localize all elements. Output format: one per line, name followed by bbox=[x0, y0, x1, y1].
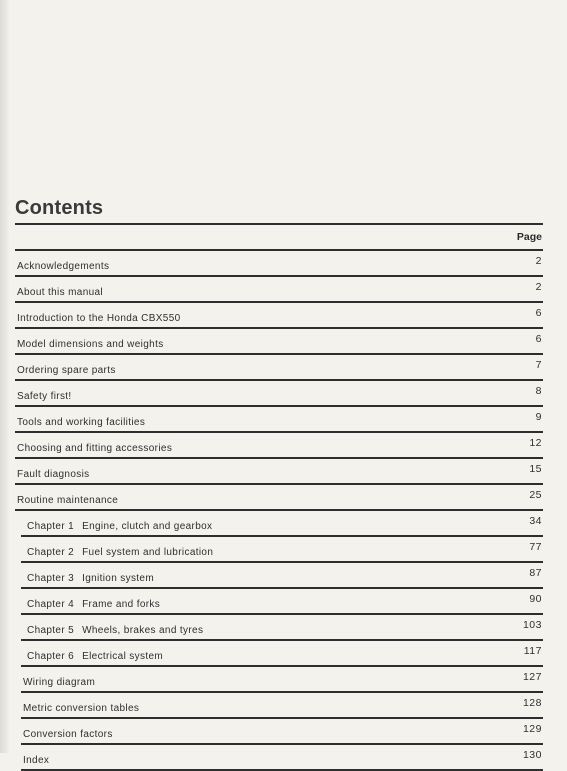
entry-page: 6 bbox=[535, 333, 542, 345]
entry-label: Choosing and fitting accessories bbox=[17, 443, 173, 454]
entry-label bbox=[27, 651, 163, 662]
entry-page: 90 bbox=[529, 593, 542, 605]
entry-page: 77 bbox=[529, 541, 542, 553]
entry-page: 127 bbox=[522, 671, 542, 683]
entry-label: Conversion factors bbox=[23, 729, 113, 740]
entry-label bbox=[27, 521, 212, 532]
chapter-number: Chapter 5 bbox=[27, 625, 75, 636]
chapter-title: Frame and forks bbox=[82, 599, 161, 610]
chapter-number: Chapter 3 bbox=[27, 573, 75, 584]
entry-label: Tools and working facilities bbox=[17, 417, 146, 428]
toc-entry-about-manual bbox=[15, 277, 543, 303]
chapter-title: Wheels, brakes and tyres bbox=[82, 625, 204, 636]
toc-entry-introduction bbox=[15, 303, 543, 329]
contents-table bbox=[15, 223, 543, 771]
entry-page: 130 bbox=[522, 749, 542, 761]
entry-page: 2 bbox=[535, 255, 542, 267]
toc-entry-acknowledgements bbox=[15, 251, 543, 277]
entry-label: Ordering spare parts bbox=[17, 365, 116, 376]
entry-page: 103 bbox=[522, 619, 542, 631]
toc-entry-index bbox=[21, 745, 543, 771]
entry-page: 15 bbox=[529, 463, 542, 475]
page-column-label: Page bbox=[516, 231, 542, 243]
entry-label: Model dimensions and weights bbox=[17, 339, 164, 350]
toc-entry-spare-parts bbox=[15, 355, 543, 381]
entry-label: Metric conversion tables bbox=[23, 703, 140, 714]
entry-page: 2 bbox=[535, 281, 542, 293]
toc-entry-routine-maintenance bbox=[15, 485, 543, 511]
toc-entry-dimensions bbox=[15, 329, 543, 355]
binding-shadow bbox=[0, 0, 10, 753]
page-title: Contents bbox=[15, 197, 104, 219]
entry-label: Wiring diagram bbox=[23, 677, 96, 688]
entry-page: 8 bbox=[535, 385, 542, 397]
entry-label: Acknowledgements bbox=[17, 261, 110, 272]
entry-label: Safety first! bbox=[17, 391, 72, 402]
toc-entry-chapter-2 bbox=[21, 537, 543, 563]
entry-page: 12 bbox=[529, 437, 542, 449]
chapter-number: Chapter 4 bbox=[27, 599, 75, 610]
chapter-title: Ignition system bbox=[82, 573, 155, 584]
entry-page: 117 bbox=[523, 645, 542, 657]
toc-entry-chapter-6 bbox=[21, 641, 543, 667]
entry-label: Index bbox=[23, 755, 50, 766]
entry-page: 6 bbox=[535, 307, 542, 319]
entry-label bbox=[27, 573, 154, 584]
entry-label: Fault diagnosis bbox=[17, 469, 90, 480]
page-column-header bbox=[15, 225, 543, 251]
entry-label bbox=[27, 625, 203, 636]
entry-page: 129 bbox=[522, 723, 542, 735]
toc-entry-wiring-diagram bbox=[21, 667, 543, 693]
entry-label: Routine maintenance bbox=[17, 495, 119, 506]
toc-entry-metric-tables bbox=[21, 693, 543, 719]
entry-label bbox=[27, 599, 160, 610]
chapter-title: Electrical system bbox=[82, 651, 164, 662]
chapter-title: Fuel system and lubrication bbox=[82, 547, 214, 558]
toc-entry-tools bbox=[15, 407, 543, 433]
entry-page: 9 bbox=[535, 411, 542, 423]
toc-entry-conversion-factors bbox=[21, 719, 543, 745]
entry-label: About this manual bbox=[17, 287, 103, 298]
chapter-title: Engine, clutch and gearbox bbox=[82, 521, 213, 532]
chapter-number: Chapter 6 bbox=[27, 651, 75, 662]
entry-page: 7 bbox=[535, 359, 542, 371]
toc-entry-chapter-1 bbox=[21, 511, 543, 537]
toc-entry-chapter-5 bbox=[21, 615, 543, 641]
entry-label: Introduction to the Honda CBX550 bbox=[17, 313, 181, 324]
toc-entry-chapter-4 bbox=[21, 589, 543, 615]
toc-entry-fault-diagnosis bbox=[15, 459, 543, 485]
chapter-number: Chapter 2 bbox=[27, 547, 75, 558]
entry-label bbox=[27, 547, 213, 558]
toc-entry-chapter-3 bbox=[21, 563, 543, 589]
entry-page: 34 bbox=[529, 515, 542, 527]
entry-page: 128 bbox=[522, 697, 542, 709]
toc-entry-accessories bbox=[15, 433, 543, 459]
entry-page: 25 bbox=[529, 489, 542, 501]
chapter-number: Chapter 1 bbox=[27, 521, 75, 532]
entry-page: 87 bbox=[529, 567, 542, 579]
toc-entry-safety bbox=[15, 381, 543, 407]
